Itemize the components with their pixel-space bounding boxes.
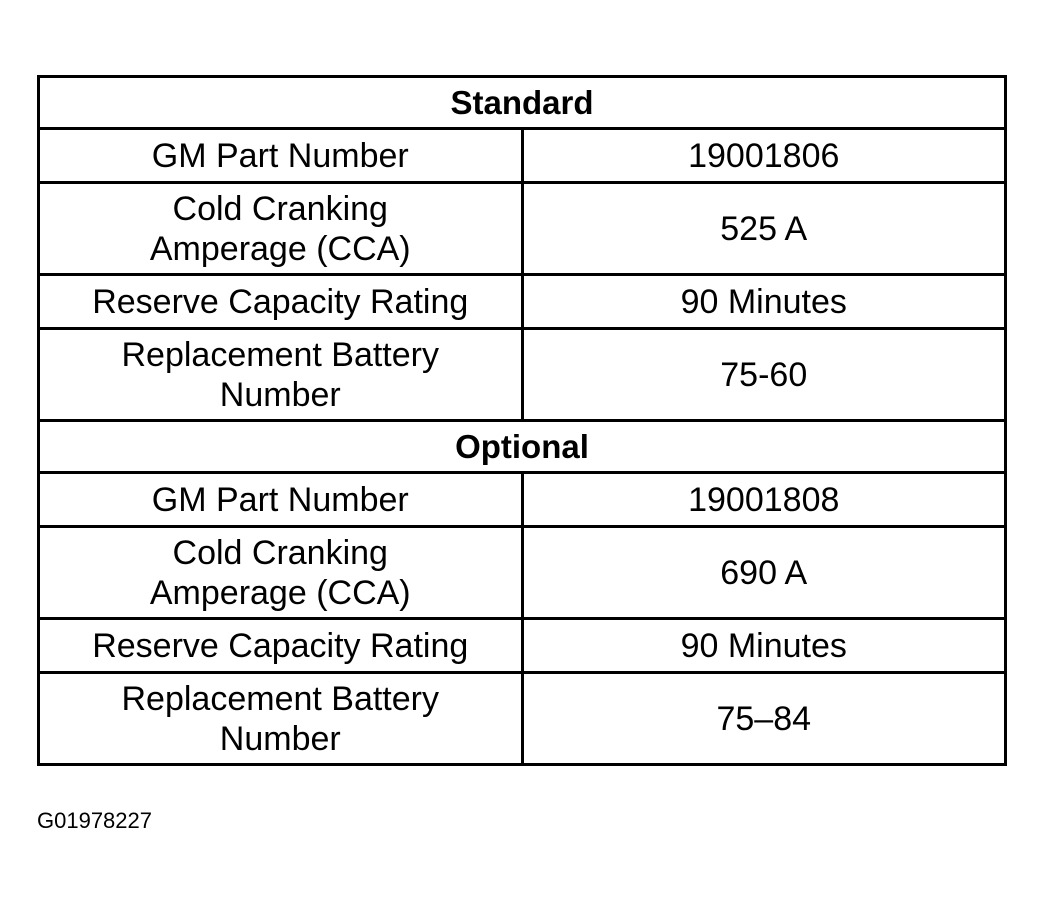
row-label-part-number: GM Part Number <box>39 129 523 183</box>
section-header-row <box>39 77 1006 129</box>
row-label-replacement-battery: Replacement Battery Number <box>39 673 523 765</box>
row-label-cca: Cold Cranking Amperage (CCA) <box>39 527 523 619</box>
row-label-replacement-battery: Replacement Battery Number <box>39 329 523 421</box>
section-header-row <box>39 421 1006 473</box>
row-value-replacement-battery: 75–84 <box>522 673 1006 765</box>
figure-id: G01978227 <box>37 808 152 833</box>
row-value-cca: 525 A <box>522 183 1006 275</box>
table-row <box>39 673 1006 765</box>
table-row <box>39 129 1006 183</box>
row-label-cca: Cold Cranking Amperage (CCA) <box>39 183 523 275</box>
section-title-optional: Optional <box>39 421 1006 473</box>
table-row <box>39 473 1006 527</box>
row-value-replacement-battery: 75-60 <box>522 329 1006 421</box>
row-label-reserve-capacity: Reserve Capacity Rating <box>39 275 523 329</box>
row-value-part-number: 19001806 <box>522 129 1006 183</box>
table-row <box>39 329 1006 421</box>
table-row <box>39 275 1006 329</box>
table-row <box>39 527 1006 619</box>
row-value-reserve-capacity: 90 Minutes <box>522 619 1006 673</box>
table-row <box>39 619 1006 673</box>
row-label-part-number: GM Part Number <box>39 473 523 527</box>
row-label-reserve-capacity: Reserve Capacity Rating <box>39 619 523 673</box>
battery-spec-table <box>37 75 1007 766</box>
table-row <box>39 183 1006 275</box>
row-value-part-number: 19001808 <box>522 473 1006 527</box>
row-value-reserve-capacity: 90 Minutes <box>522 275 1006 329</box>
section-title-standard: Standard <box>39 77 1006 129</box>
row-value-cca: 690 A <box>522 527 1006 619</box>
